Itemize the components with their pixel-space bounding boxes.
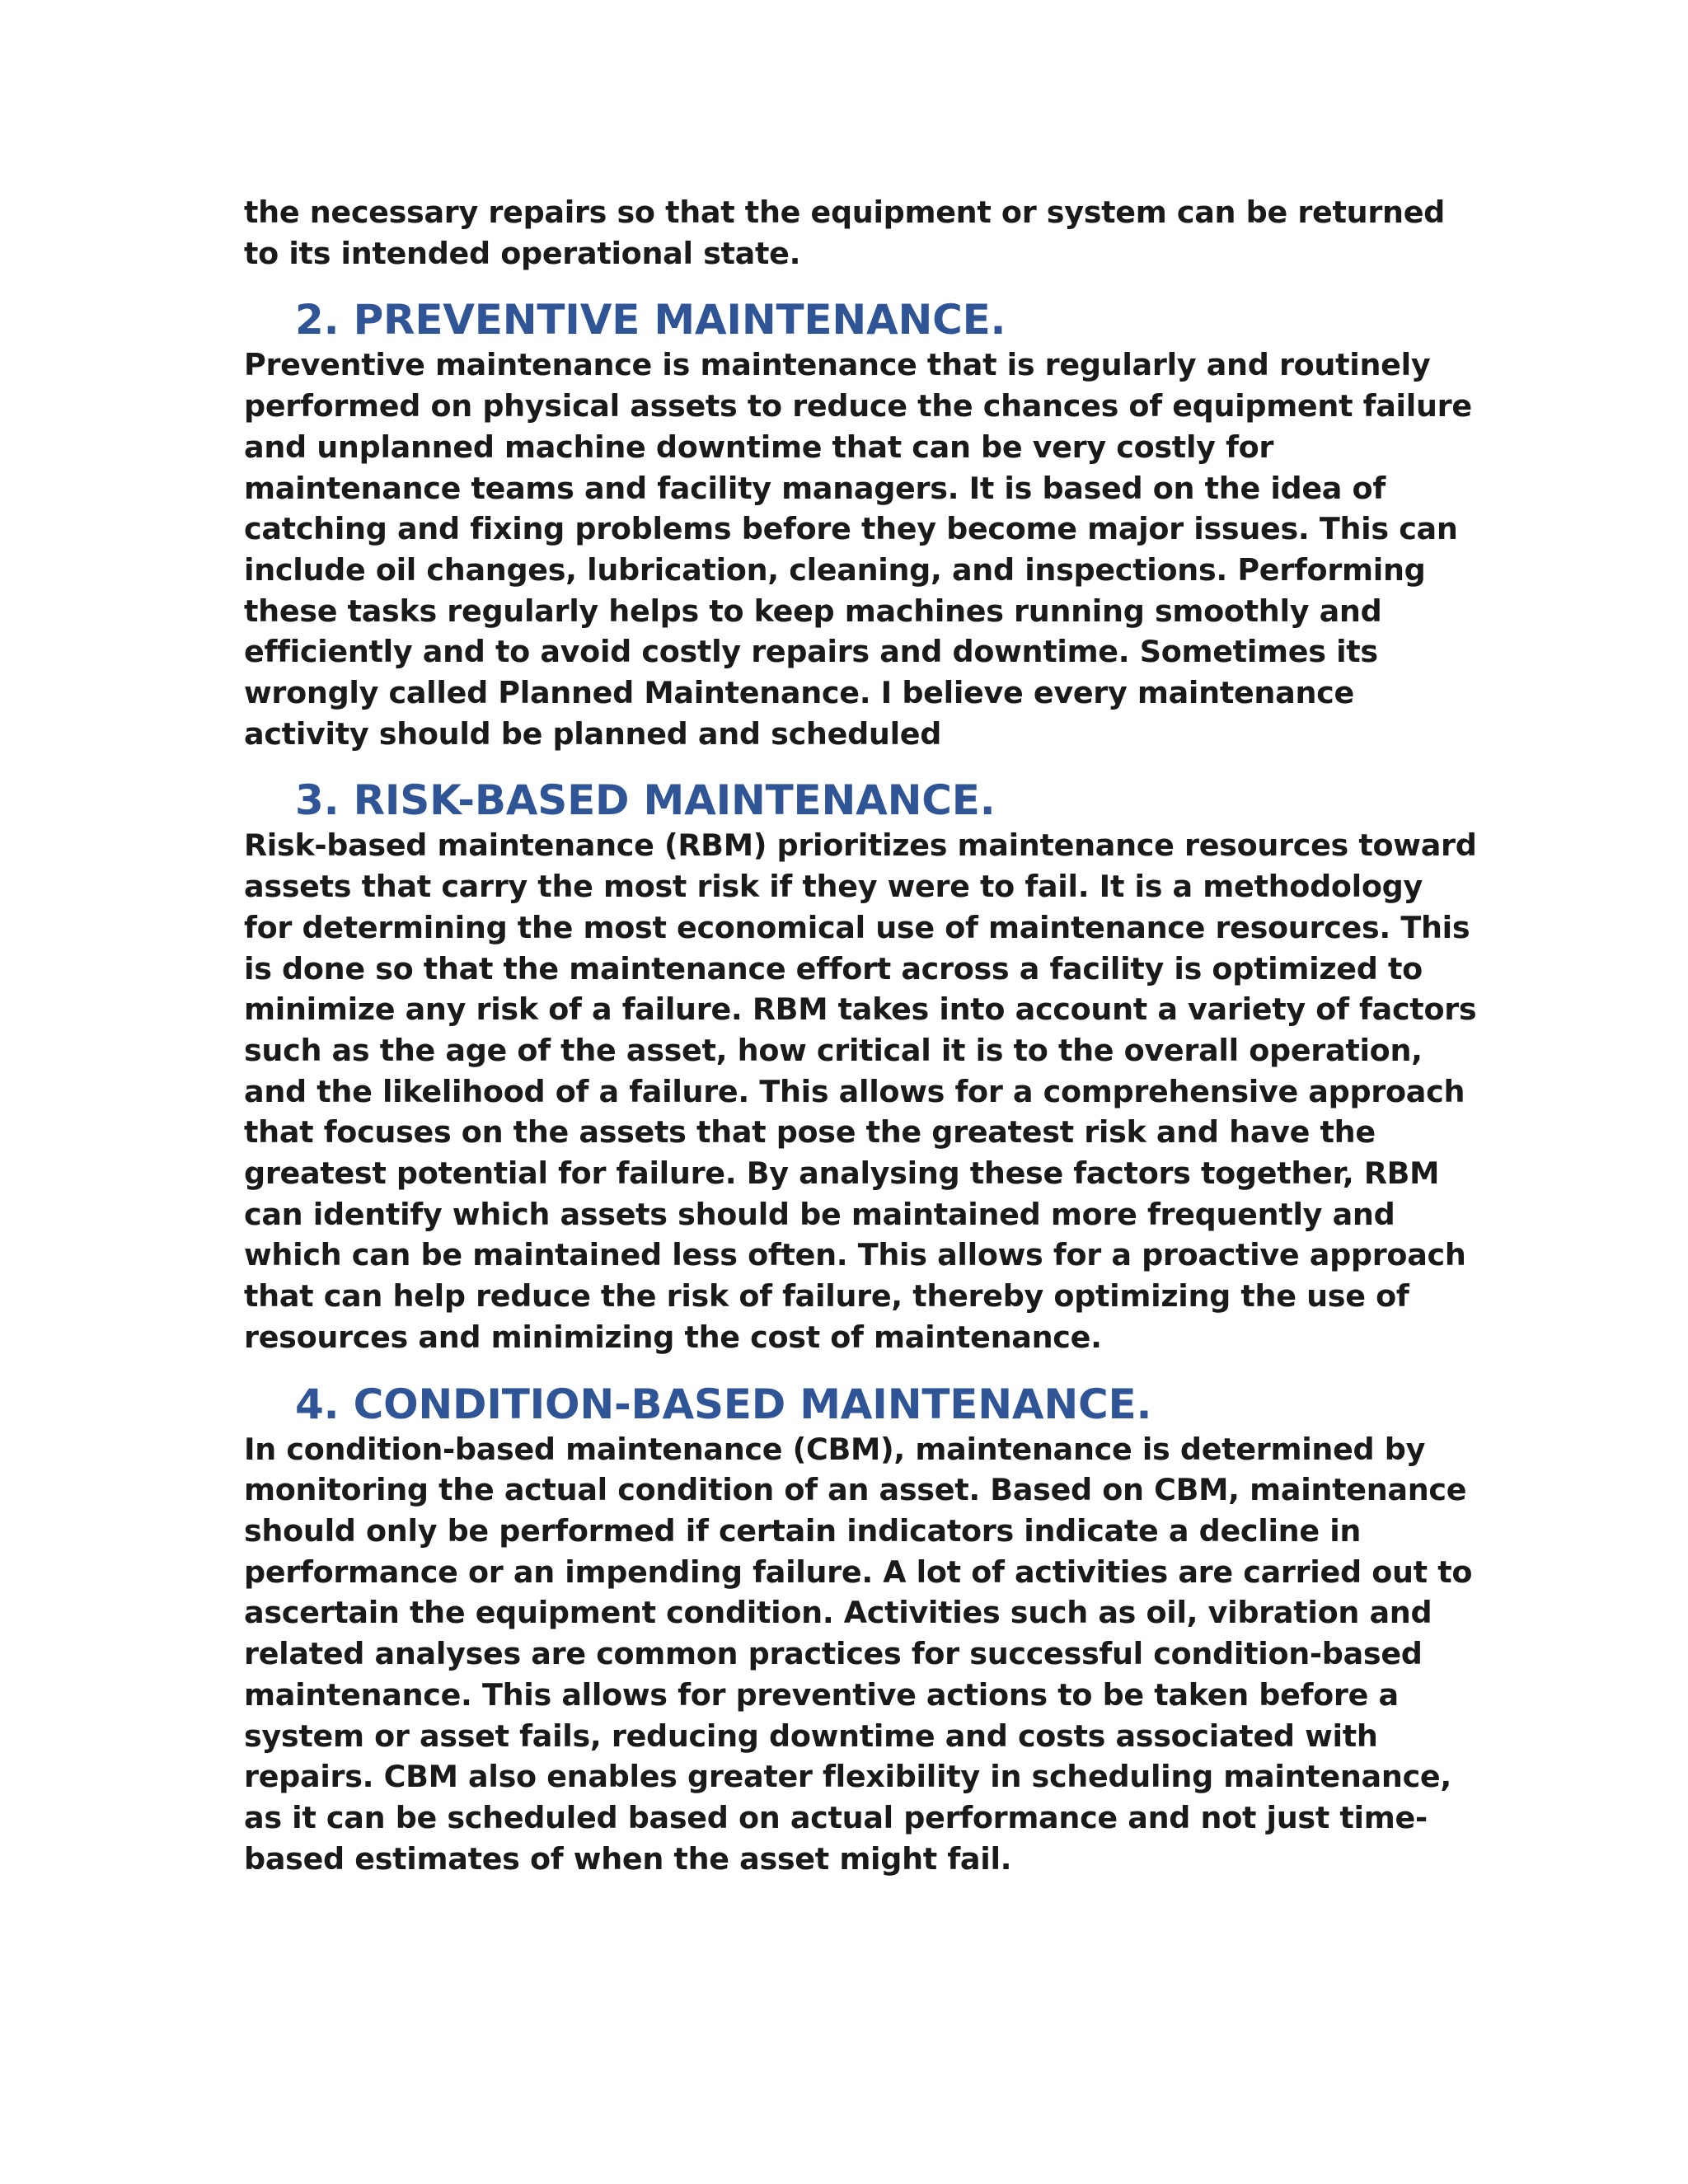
section-body-condition-based: In condition-based maintenance (CBM), maintenance is determined by monitoring the actual condition of an asset. Based on CBM, maintenance should only be performed if certain indicators indicate a decline in performance or an impending failure. A lot of activities are carried out to ascertain the equipment condition. Activities such as oil, vibration and related analyses are common practices for successful condition-based maintenance. This allows for preventive actions to be taken before a system or asset fails, reducing downtime and costs associated with repairs. CBM also enables greater flexibility in scheduling maintenance, as it can be scheduled based on actual performance and not just time-based estimates of when the asset might fail. <box>244 1431 1473 1877</box>
section-heading-preventive: 2. PREVENTIVE MAINTENANCE. <box>295 296 1006 344</box>
document-page <box>244 192 1480 1879</box>
section-body-preventive: Preventive maintenance is maintenance that is regularly and routinely performed on physical assets to reduce the chances of equipment failure and unplanned machine downtime that can be very costly for maintenance teams and facility managers. It is based on the idea of catching and fixing problems before they become major issues. This can include oil changes, lubrication, cleaning, and inspections. Performing these tasks regularly helps to keep machines running smoothly and efficiently and to avoid costly repairs and downtime. Sometimes its wrongly called Planned Maintenance. I believe every maintenance activity should be planned and scheduled <box>244 347 1472 752</box>
section-heading-risk-based: 3. RISK-BASED MAINTENANCE. <box>295 776 996 825</box>
section-heading-condition-based: 4. CONDITION-BASED MAINTENANCE. <box>295 1380 1152 1428</box>
section-body-risk-based: Risk-based maintenance (RBM) prioritizes maintenance resources toward assets that carry the most risk if they were to fail. It is a methodology for determining the most economical use of maintenance resources. This is done so that the maintenance effort across a facility is optimized to minimize any risk of a failure. RBM takes into account a variety of factors such as the age of the asset, how critical it is to the overall operation, and the likelihood of a failure. This allows for a comprehensive approach that focuses on the assets that pose the greatest risk and have the greatest potential for failure. By analysing these factors together, RBM can identify which assets should be maintained more frequently and which can be maintained less often. This allows for a proactive approach that can help reduce the risk of failure, thereby optimizing the use of resources and minimizing the cost of maintenance. <box>244 827 1477 1355</box>
intro-paragraph: the necessary repairs so that the equipment or system can be returned to its intended operational state. <box>244 194 1445 271</box>
